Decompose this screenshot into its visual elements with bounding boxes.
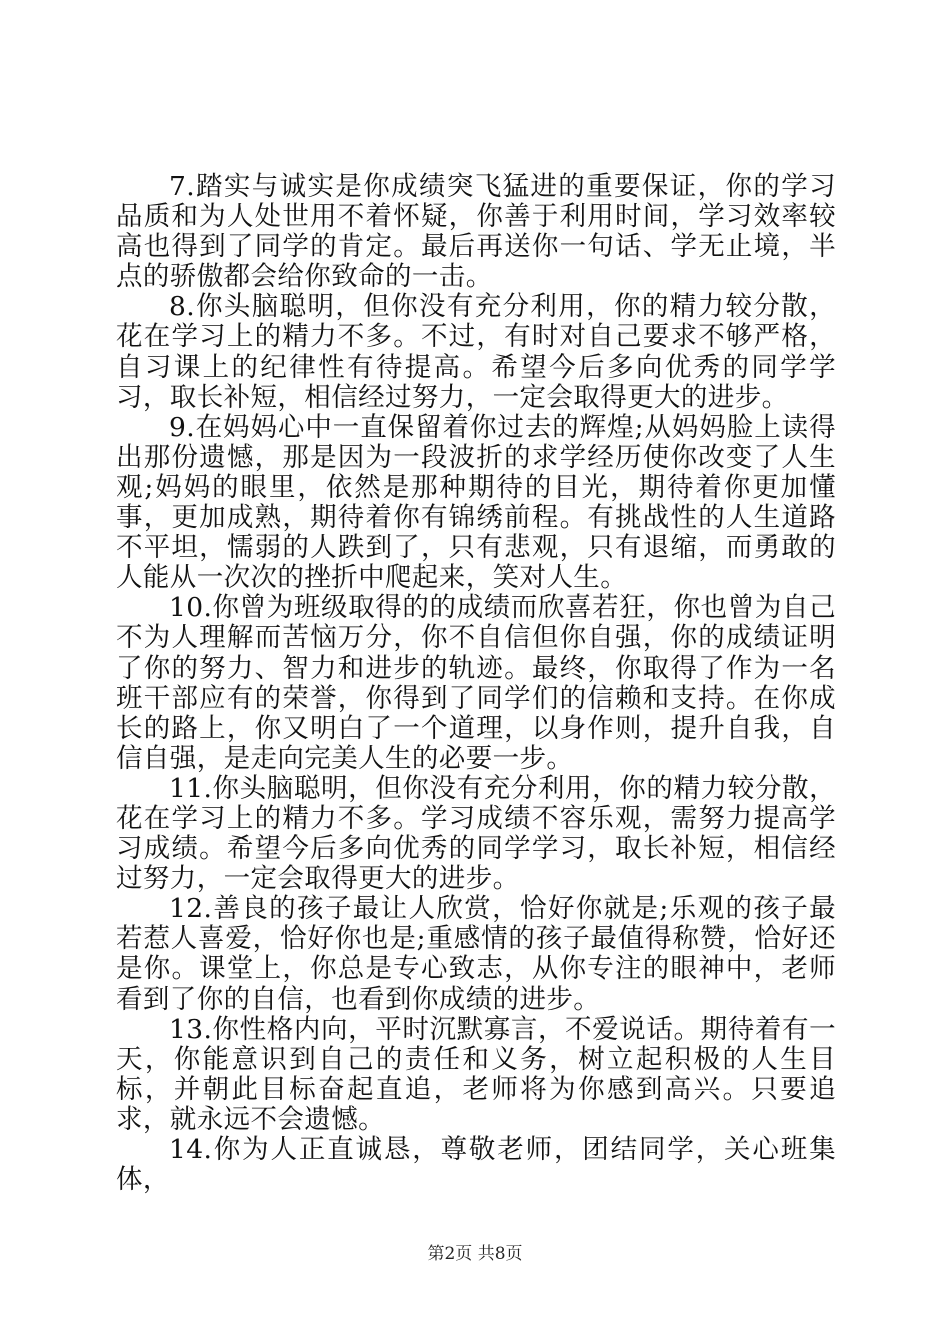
page-body [116,172,836,1195]
comment-paragraph-11: 11.你头脑聪明，但你没有充分利用，你的精力较分散，花在学习上的精力不多。学习成绩不容乐观，需努力提高学习成绩。希望今后多向优秀的同学学习，取长补短，相信经过努力，一定会取得更大的进步。 [116,772,836,895]
comment-paragraph-14: 14.你为人正直诚恳，尊敬老师，团结同学，关心班集体， [116,1134,836,1196]
comment-paragraph-8: 8.你头脑聪明，但你没有充分利用，你的精力较分散，花在学习上的精力不多。不过，有时对自己要求不够严格，自习课上的纪律性有待提高。希望今后多向优秀的同学学习，取长补短，相信经过努力，一定会取得更大的进步。 [116,291,836,413]
comment-paragraph-10: 10.你曾为班级取得的的成绩而欣喜若狂，你也曾为自己不为人理解而苦恼万分，你不自信但你自强，你的成绩证明了你的努力、智力和进步的轨迹。最终，你取得了作为一名班干部应有的荣誉，你得到了同学们的信赖和支持。在你成长的路上，你又明白了一个道理，以身作则，提升自我，自信自强，是走向完美人生的必要一步。 [116,592,836,774]
comment-paragraph-12: 12.善良的孩子最让人欣赏，恰好你就是;乐观的孩子最若惹人喜爱，恰好你也是;重感情的孩子最值得称赞，恰好还是你。课堂上，你总是专心致志，从你专注的眼神中，老师看到了你的自信，也看到你成绩的进步。 [116,893,836,1015]
page-number-footer: 第2页 共8页 [427,1244,523,1264]
comment-paragraph-7: 7.踏实与诚实是你成绩突飞猛进的重要保证，你的学习品质和为人处世用不着怀疑，你善于利用时间，学习效率较高也得到了同学的肯定。最后再送你一句话、学无止境，半点的骄傲都会给你致命的一击。 [116,171,836,293]
comment-paragraph-9: 9.在妈妈心中一直保留着你过去的辉煌;从妈妈脸上读得出那份遗憾，那是因为一段波折的求学经历使你改变了人生观;妈妈的眼里，依然是那种期待的目光，期待着你更加懂事，更加成熟，期待着你有锦绣前程。有挑战性的人生道路不平坦，懦弱的人跌到了，只有悲观，只有退缩，而勇敢的人能从一次次的挫折中爬起来，笑对人生。 [116,411,836,594]
comment-paragraph-13: 13.你性格内向，平时沉默寡言，不爱说话。期待着有一天，你能意识到自己的责任和义务，树立起积极的人生目标，并朝此目标奋起直追，老师将为你感到高兴。只要追求，就永远不会遗憾。 [116,1013,836,1135]
